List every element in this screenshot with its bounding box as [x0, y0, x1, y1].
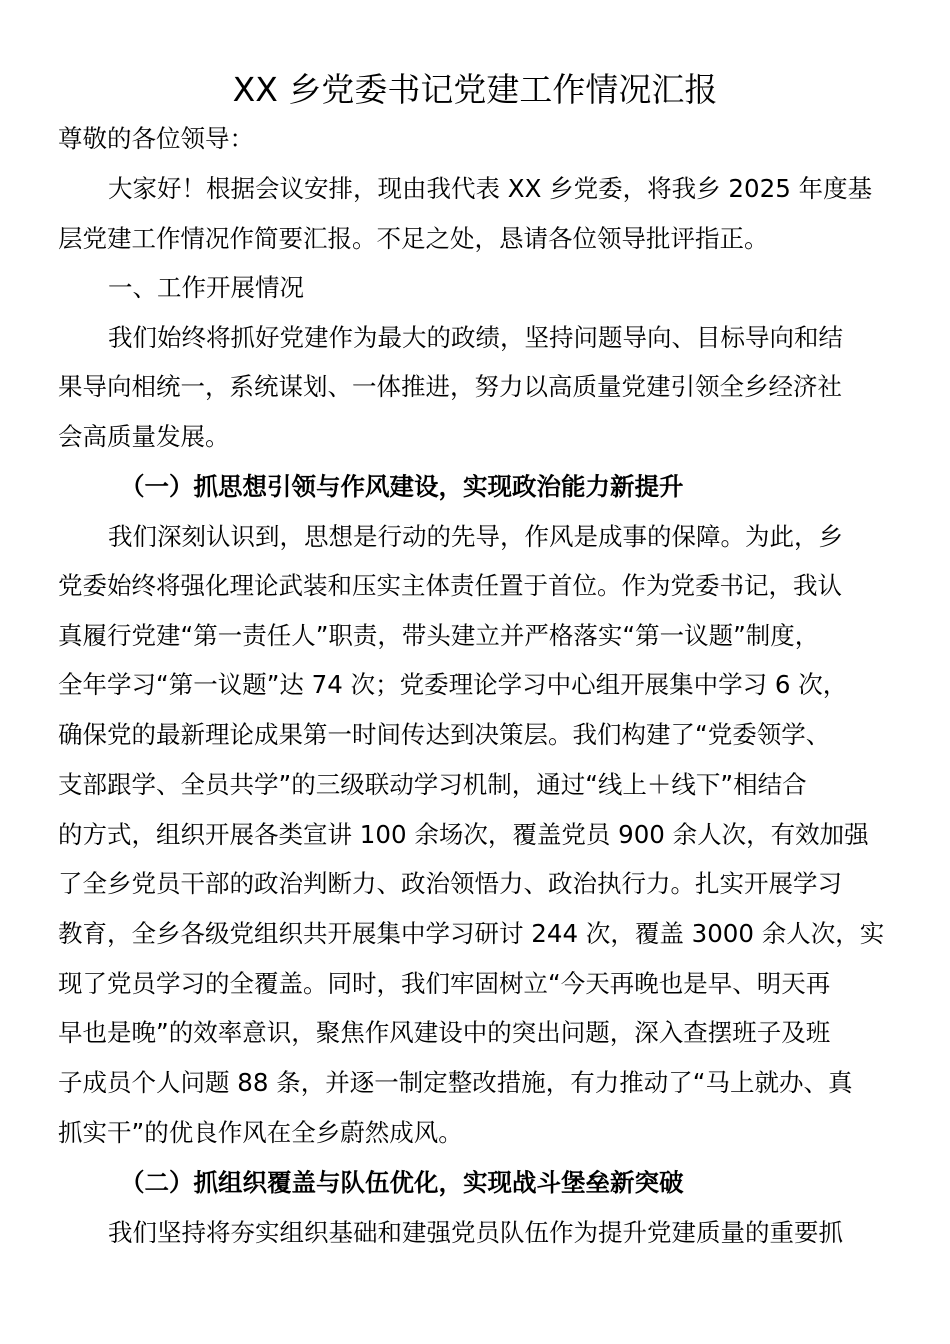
paragraph-line: 党委始终将强化理论武装和压实主体责任置于首位。作为党委书记，我认 — [58, 571, 842, 600]
document-title: XX 乡党委书记党建工作情况汇报 — [232, 70, 718, 109]
paragraph-line: 的方式，组织开展各类宣讲 100 余场次，覆盖党员 900 余人次，有效加强 — [58, 820, 869, 849]
paragraph-line: 会高质量发展。 — [58, 422, 230, 451]
paragraph-line: 层党建工作情况作简要汇报。不足之处，恳请各位领导批评指正。 — [58, 224, 769, 253]
paragraph-line: 了全乡党员干部的政治判断力、政治领悟力、政治执行力。扎实开展学习 — [58, 869, 842, 898]
salutation: 尊敬的各位领导： — [58, 124, 254, 153]
paragraph-line: 确保党的最新理论成果第一时间传达到决策层。我们构建了“党委领学、 — [58, 720, 831, 749]
paragraph-line: 全年学习“第一议题”达 74 次；党委理论学习中心组开展集中学习 6 次， — [58, 670, 848, 699]
subsection-heading: （二）抓组织覆盖与队伍优化，实现战斗堡垒新突破 — [120, 1168, 684, 1197]
paragraph-line: 大家好！根据会议安排，现由我代表 XX 乡党委，将我乡 2025 年度基 — [108, 174, 873, 203]
paragraph-line: 我们深刻认识到，思想是行动的先导，作风是成事的保障。为此，乡 — [108, 522, 843, 551]
paragraph-line: 现了党员学习的全覆盖。同时，我们牢固树立“今天再晚也是早、明天再 — [58, 969, 831, 998]
paragraph-line: 教育，全乡各级党组织共开展集中学习研讨 244 次，覆盖 3000 余人次，实 — [58, 919, 885, 948]
paragraph-line: 子成员个人问题 88 条，并逐一制定整改措施，有力推动了“马上就办、真 — [58, 1068, 853, 1097]
paragraph-line: 果导向相统一，系统谋划、一体推进，努力以高质量党建引领全乡经济社 — [58, 372, 842, 401]
paragraph-line: 支部跟学、全员共学”的三级联动学习机制，通过“线上＋线下”相结合 — [58, 770, 807, 799]
paragraph-line: 抓实干”的优良作风在全乡蔚然成风。 — [58, 1118, 463, 1147]
paragraph-line: 我们始终将抓好党建作为最大的政绩，坚持问题导向、目标导向和结 — [108, 323, 843, 352]
paragraph-line: 真履行党建“第一责任人”职责，带头建立并严格落实“第一议题”制度， — [58, 621, 820, 650]
subsection-heading: （一）抓思想引领与作风建设，实现政治能力新提升 — [120, 472, 684, 501]
paragraph-line: 早也是晚”的效率意识，聚焦作风建设中的突出问题，深入查摆班子及班 — [58, 1018, 831, 1047]
section-heading: 一、工作开展情况 — [108, 273, 304, 302]
paragraph-line: 我们坚持将夯实组织基础和建强党员队伍作为提升党建质量的重要抓 — [108, 1218, 843, 1247]
